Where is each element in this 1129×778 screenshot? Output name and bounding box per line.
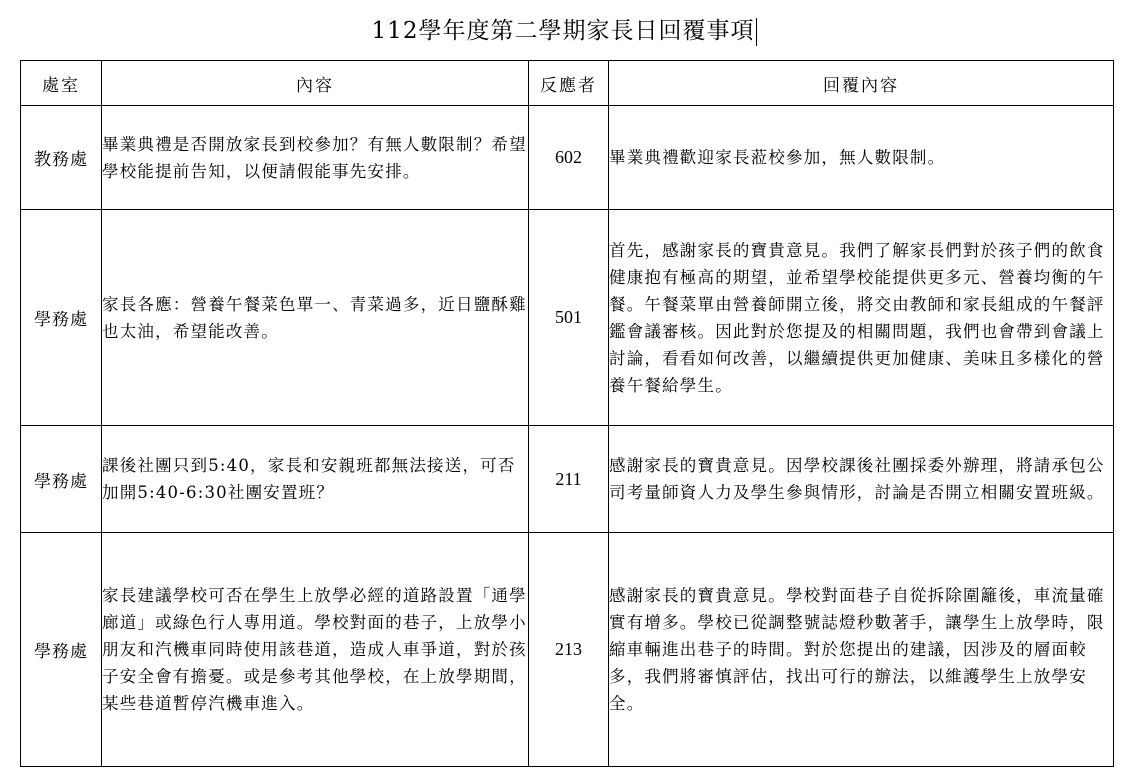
row-content: 畢業典禮是否開放家長到校參加？有無人數限制？希望學校能提前告知，以便請假能事先安排。: [102, 106, 529, 210]
header-dept: 處室: [21, 61, 102, 106]
table-row: [21, 210, 1114, 426]
reply-table: [20, 60, 1114, 767]
table-row: [21, 106, 1114, 210]
header-row: [21, 61, 1114, 106]
row-reply: 畢業典禮歡迎家長蒞校參加，無人數限制。: [609, 106, 1114, 210]
row-responders: 501: [529, 210, 609, 426]
row-reply: 感謝家長的寶貴意見。學校對面巷子自從拆除圍籬後，車流量確實有增多。學校已從調整號誌燈秒數著手，讓學生上放學時，限縮車輛進出巷子的時間。對於您提出的建議，因涉及的層面較多，我們將審慎評估，找出可行的辦法，以維護學生上放學安全。: [609, 533, 1114, 767]
header-reply: 回覆內容: [609, 61, 1114, 106]
row-reply: 首先，感謝家長的寶貴意見。我們了解家長們對於孩子們的飲食健康抱有極高的期望，並希望學校能提供更多元、營養均衡的午餐。午餐菜單由營養師開立後，將交由教師和家長組成的午餐評鑑會議審核。因此對於您提及的相關問題，我們也會帶到會議上討論，看看如何改善，以繼續提供更加健康、美味且多樣化的營養午餐給學生。: [609, 210, 1114, 426]
text-cursor: [756, 18, 757, 46]
row-content: 家長建議學校可否在學生上放學必經的道路設置「通學廊道」或綠色行人專用道。學校對面的巷子，上放學小朋友和汽機車同時使用該巷道，造成人車爭道，對於孩子安全會有擔憂。或是參考其他學校，在上放學期間，某些巷道暫停汽機車進入。: [102, 533, 529, 767]
document-title: [0, 14, 1129, 48]
row-dept: 學務處: [21, 426, 102, 533]
row-responders: 211: [529, 426, 609, 533]
table-row: [21, 533, 1114, 767]
row-responders: 213: [529, 533, 609, 767]
row-content: 課後社團只到5:40，家長和安親班都無法接送，可否加開5:40-6:30社團安置班？: [102, 426, 529, 533]
row-responders: 602: [529, 106, 609, 210]
table-row: [21, 426, 1114, 533]
row-reply: 感謝家長的寶貴意見。因學校課後社團採委外辦理，將請承包公司考量師資人力及學生參與情形，討論是否開立相關安置班級。: [609, 426, 1114, 533]
row-dept: 學務處: [21, 533, 102, 767]
row-dept: 學務處: [21, 210, 102, 426]
row-dept: 教務處: [21, 106, 102, 210]
header-responders: 反應者: [529, 61, 609, 106]
row-content: 家長各應：營養午餐菜色單一、青菜過多，近日鹽酥雞也太油，希望能改善。: [102, 210, 529, 426]
header-content: 內容: [102, 61, 529, 106]
document-title-text: 112學年度第二學期家長日回覆事項: [371, 18, 755, 44]
